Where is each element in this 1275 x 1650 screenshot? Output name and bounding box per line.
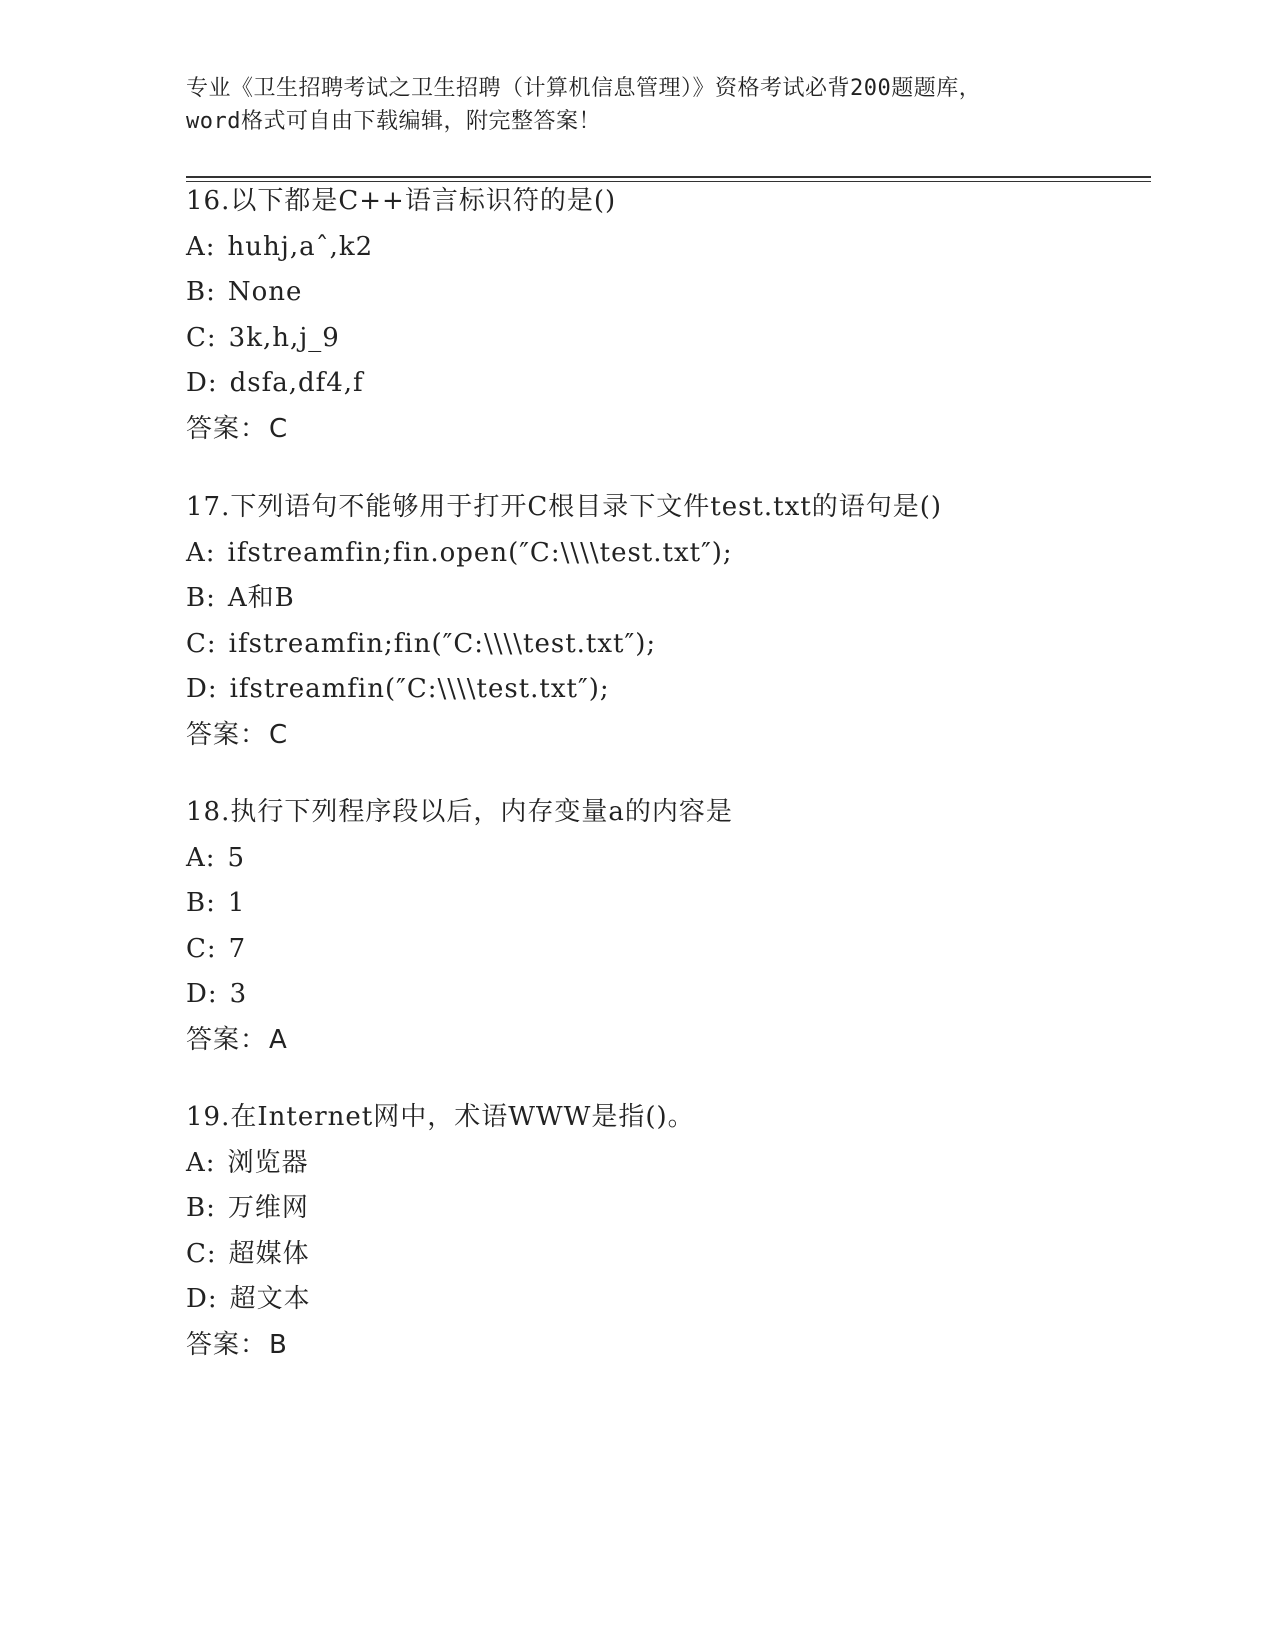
answer-line [186,1323,1166,1369]
option-d [186,1277,1166,1323]
option-letter: A: [186,842,216,873]
option-letter: D: [186,674,218,704]
option-text: ifstreamfin;fin.open(″C:\\\\test.txt″); [227,537,733,568]
option-c [186,622,1166,668]
option-text: ifstreamfin;fin(″C:\\\\test.txt″); [228,628,657,659]
answer-value: B [269,1329,288,1360]
question-title: 19.在Internet网中，术语WWW是指()。 [186,1102,695,1132]
option-b [186,270,1166,316]
answer-line [186,407,1166,453]
option-text: 5 [227,842,246,873]
option-text: 超媒体 [228,1238,310,1269]
option-letter: C: [186,1238,217,1269]
option-text: 3 [229,979,248,1009]
option-c [186,1232,1166,1278]
question-18 [186,790,1166,1063]
option-a [186,1141,1166,1187]
answer-label: 答案： [186,719,268,750]
option-text: 7 [228,933,247,964]
option-letter: A: [186,231,216,262]
document-header [186,72,1106,138]
option-letter: D: [186,1284,218,1314]
answer-label: 答案： [186,1329,268,1360]
option-c [186,316,1166,362]
answer-value: C [269,719,289,750]
option-letter: D: [186,979,218,1009]
option-a [186,225,1166,271]
option-text: 浏览器 [227,1147,309,1178]
option-d [186,667,1166,713]
option-letter: C: [186,628,217,659]
option-letter: A: [186,537,216,568]
question-19 [186,1095,1166,1368]
header-divider-thick [186,176,1151,178]
option-a [186,836,1166,882]
option-text: 1 [227,888,246,918]
question-16 [186,179,1166,452]
option-text: 超文本 [229,1284,311,1314]
option-text: None [227,277,303,307]
option-b [186,1186,1166,1232]
option-letter: B: [186,277,216,307]
option-letter: A: [186,1147,216,1178]
answer-label: 答案： [186,1024,268,1055]
question-title: 17.下列语句不能够用于打开C根目录下文件test.txt的语句是() [186,492,942,522]
option-d [186,361,1166,407]
option-d [186,972,1166,1018]
option-c [186,927,1166,973]
answer-label: 答案： [186,413,268,444]
option-a [186,531,1166,577]
header-line-1: 专业《卫生招聘考试之卫生招聘（计算机信息管理）》资格考试必背200题题库， [186,76,982,101]
option-letter: B: [186,1193,216,1223]
question-title: 18.执行下列程序段以后，内存变量a的内容是 [186,797,733,827]
option-text: huhj,aˆ,k2 [227,231,374,262]
question-17 [186,485,1166,758]
option-text: A和B [227,583,295,613]
option-letter: C: [186,933,217,964]
option-letter: D: [186,368,218,398]
option-text: dsfa,df4,f [229,368,364,398]
answer-line [186,1018,1166,1064]
option-b [186,576,1166,622]
option-letter: B: [186,888,216,918]
option-letter: C: [186,322,217,353]
question-title: 16.以下都是C++语言标识符的是() [186,186,617,216]
option-text: 万维网 [227,1193,309,1223]
option-text: ifstreamfin(″C:\\\\test.txt″); [229,674,610,704]
answer-value: A [269,1024,288,1055]
header-line-2: word格式可自由下载编辑，附完整答案！ [186,109,601,134]
answer-value: C [269,413,289,444]
option-text: 3k,h,j_9 [228,322,340,353]
option-letter: B: [186,583,216,613]
option-b [186,881,1166,927]
answer-line [186,713,1166,759]
